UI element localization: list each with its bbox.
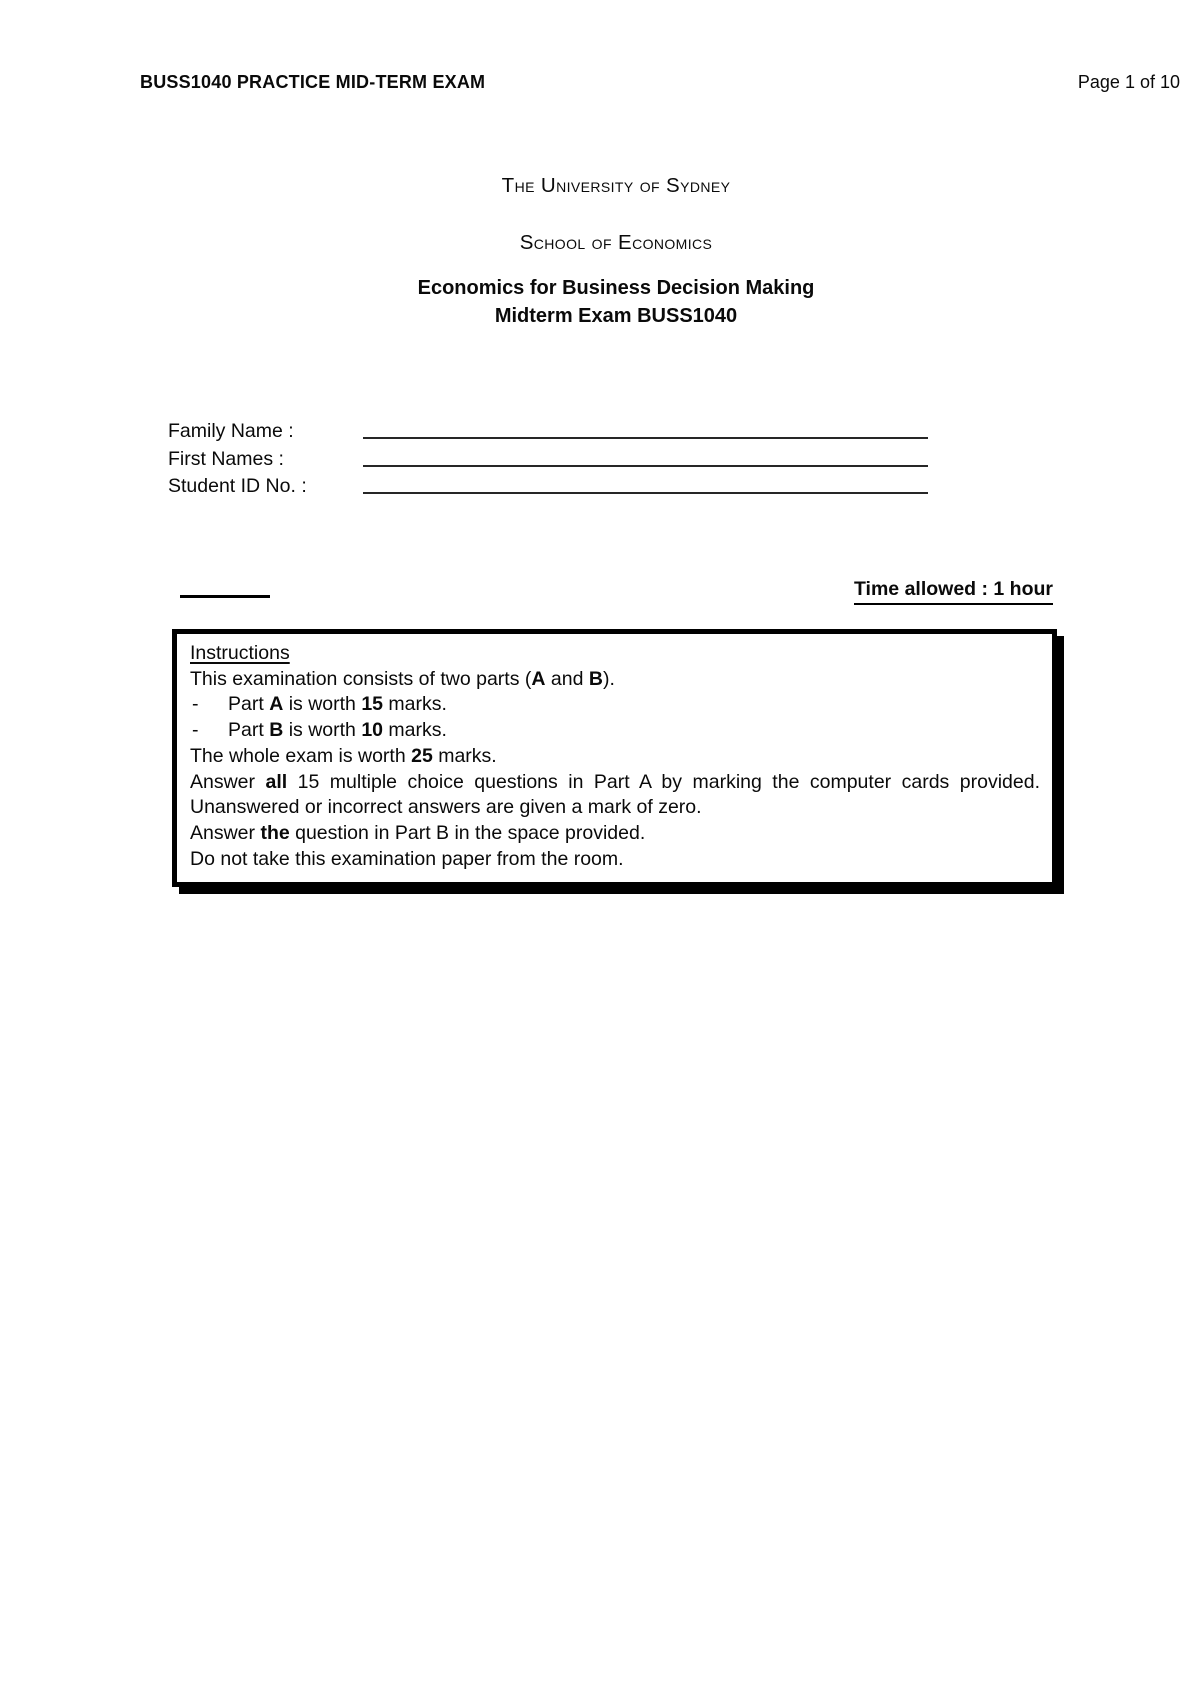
- university-name: The University of Sydney: [501, 174, 731, 197]
- course-title: Economics for Business Decision Making: [417, 277, 815, 299]
- bullet-b-end: marks.: [383, 719, 447, 742]
- instruction-line-parts-overview: [190, 667, 1040, 693]
- instruction-line-total-marks: [190, 744, 1040, 770]
- bullet-b-marks-value: 10: [361, 719, 384, 742]
- answer-a-all: all: [265, 770, 288, 793]
- bullet-b-text: Part: [228, 719, 270, 742]
- bullet-a-dash: -: [192, 693, 199, 716]
- family-name-blank-line: [363, 437, 928, 439]
- intro-part-a: A: [531, 667, 546, 690]
- answer-b-rest: question in Part B in the space provided.: [289, 821, 646, 844]
- student-id-blank-line: [363, 492, 928, 494]
- total-marks-text: The whole exam is worth: [190, 744, 412, 767]
- total-marks-end: marks.: [432, 744, 497, 767]
- instruction-line-answer-part-a: [190, 770, 1040, 796]
- separator-rule: [180, 595, 270, 598]
- answer-a-rest: 15 multiple choice questions in Part A by marking the computer cards provided.: [287, 770, 1040, 793]
- bullet-a-marks-value: 15: [361, 693, 384, 716]
- bullet-b-dash: -: [192, 719, 199, 742]
- bullet-b-letter: B: [269, 719, 284, 742]
- intro-and: and: [545, 667, 589, 690]
- total-marks-value: 25: [411, 744, 433, 767]
- instruction-line-do-not-take: Do not take this examination paper from the room.: [190, 847, 624, 870]
- exam-title: Midterm Exam BUSS1040: [494, 305, 738, 327]
- intro-text: This examination consists of two parts (: [190, 667, 532, 690]
- bullet-a-text: Part: [228, 693, 270, 716]
- instructions-heading: [190, 641, 1040, 667]
- intro-end: ).: [602, 667, 615, 690]
- family-name-label: Family Name :: [168, 420, 294, 442]
- bullet-a-worth: is worth: [283, 693, 362, 716]
- intro-part-b: B: [588, 667, 603, 690]
- instruction-bullet-part-b: [190, 718, 1040, 744]
- instruction-line-answer-part-b: [190, 821, 1040, 847]
- first-names-label: First Names :: [168, 448, 284, 470]
- instructions-box: [172, 629, 1057, 887]
- page-header: [140, 72, 1180, 93]
- answer-b-text: Answer: [190, 821, 261, 844]
- instruction-line-unanswered: Unanswered or incorrect answers are given a mark of zero.: [190, 796, 702, 819]
- instruction-bullet-part-a: [190, 692, 1040, 718]
- school-name: School of Economics: [519, 231, 713, 254]
- bullet-b-worth: is worth: [283, 719, 362, 742]
- header-course-code: BUSS1040 PRACTICE MID-TERM EXAM: [140, 72, 486, 92]
- instructions-heading-text: Instructions: [190, 642, 290, 664]
- answer-a-text: Answer: [190, 770, 266, 793]
- bullet-a-end: marks.: [383, 693, 447, 716]
- time-allowed-label: Time allowed : 1 hour: [854, 578, 1053, 605]
- student-id-label: Student ID No. :: [168, 475, 307, 497]
- bullet-a-letter: A: [269, 693, 284, 716]
- header-page-number: Page 1 of 10: [1077, 72, 1180, 92]
- answer-b-the: the: [260, 821, 290, 844]
- first-names-blank-line: [363, 465, 928, 467]
